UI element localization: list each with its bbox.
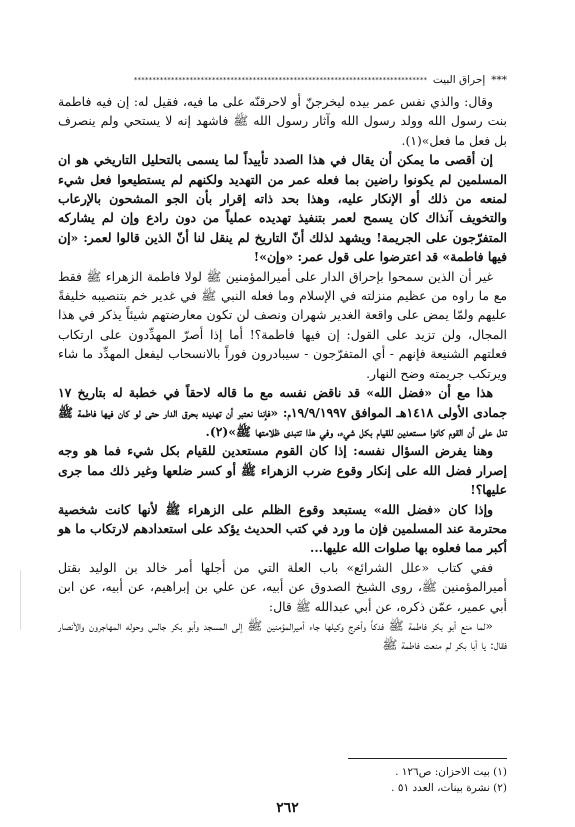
paragraph: إن أقصى ما يمكن أن يقال في هذا الصدد تأييداً لما يسمى بالتحليل التاريخي هو ان المسلمين لم يكونوا راضين بما فعله عمر من التهديد ولكنهم لم يستطيعوا فعل شيء لمنعه من ذلك أو الإنكار عليه، وهذا بحد ذاته إقرار بأن الجو المشحون بالإرعاب والتخويف آنذاك كان يسمح لعمر بتنفيذ تهديده عملياً من دون رادع وإن لم يشاركه المتفرّجون على الجريمة! ويشهد لذلك أنّ التاريخ لم ينقل لنا أنّ الذين قالوا لعمر: «إن فيها فاطمة» قد اعترضوا على قول عمر: «وإن»! (58, 152, 507, 265)
paragraph: غير أن الذين سمحوا بإحراق الدار على أميرالمؤمنين ﷺ لولا فاطمة الزهراء ﷺ فقط مع ما راوه من عظيم منزلته في الإسلام وما فعله النبي ﷺ في غدير خم بتنصيبه خليفةً عليهم ولمّا يمض على واقعة الغدير شهران ونصف لن تكون معارضتهم شيئاً يذكر في هذا المجال، ولن تزيد على القول: إن فيها فاطمة؟! أما إذا أصرّ المهدِّدون على ارتكاب فعلتهم الشنيعة فإنهم - أي المتفرّجون - سيبادرون فوراً بالانسحاب ليفعل المهدِّد ما شاء ويرتكب جريمته وضح النهار. (58, 268, 507, 381)
main-text (58, 92, 507, 655)
paragraph: هذا مع أن «فضل الله» قد ناقض نفسه مع ما قاله لاحقاً في خطبة له بتاريخ ١٧ جمادى الأولى ١٤١٨هـ الموافق ١٩/٩/١٩٩٧م: «فإننا نعتبر أن تهديده بحرق الدار حتى لو كان فيها فاطمة ﷺ تدل على أن القوم كانوا مستعدين للقيام بكل شيء، وفي هذا تتبدى ظلامتها ﷺ»(٢). (58, 385, 507, 439)
footnote: (١) بيت الاحزان: ص١٢٦ . (395, 766, 507, 778)
paragraph: ففي كتاب «علل الشرائع» باب العلة التي من أجلها أمر خالد بن الوليد بقتل أميرالمؤمنين ﷺ، روى الشيخ الصدوق عن أبيه، عن علي بن إبراهيم، عن أبيه، عن ابن أبي عمير، عمّن ذكره، عن أبي عبدالله ﷺ قال: (58, 559, 507, 614)
margin-mark (20, 570, 21, 630)
running-header (58, 73, 507, 87)
header-stars: *** (491, 74, 507, 86)
paragraph: «لما منع أبو بكر فاطمة ﷺ فدكاً وأخرج وكيلها جاء أميرالمؤمنين ﷺ إلى المسجد وأبو بكر جالس وحوله المهاجرون والأنصار فقال: يا أبا بكر لم منعت فاطمة ﷺ (58, 617, 507, 653)
footnote-rule (348, 758, 507, 759)
paragraph: وإذا كان «فضل الله» يستبعد وقوع الظلم على الزهراء ﷺ لأنها كانت شخصية محترمة عند المسلمين فإن ما ورد في كتب الحديث يؤكد على استعدادهم لارتكاب ما هو أكبر مما فعلوه بها صلوات الله عليها... (58, 501, 507, 556)
footnotes (58, 764, 507, 796)
paragraph: وهنا يفرض السؤال نفسه: إذا كان القوم مستعدين للقيام بكل شيء فما هو وجه إصرار فضل الله على إنكار وقوع ضرب الزهراء ﷺ أو كسر ضلعها وغير ذلك مما جرى عليها؟! (58, 443, 507, 498)
footnote: (٢) نشرة بينات، العدد ٥١ . (391, 782, 507, 794)
running-title: إحراق البيت (432, 74, 486, 86)
paragraph: وقال: والذي نفس عمر بيده ليخرجنّ أو لاحرقنّه على ما فيه، فقيل له: إن فيه فاطمة بنت رسول الله وولد رسول الله وآثار رسول الله ﷺ فاشهد إنه لا يستحي ولم ينصرف بل فعل ما فعل»(١). (58, 94, 507, 148)
page-number: ٢٦٢ (276, 800, 299, 816)
header-star-rule: ******************************************************************************* (133, 76, 427, 84)
